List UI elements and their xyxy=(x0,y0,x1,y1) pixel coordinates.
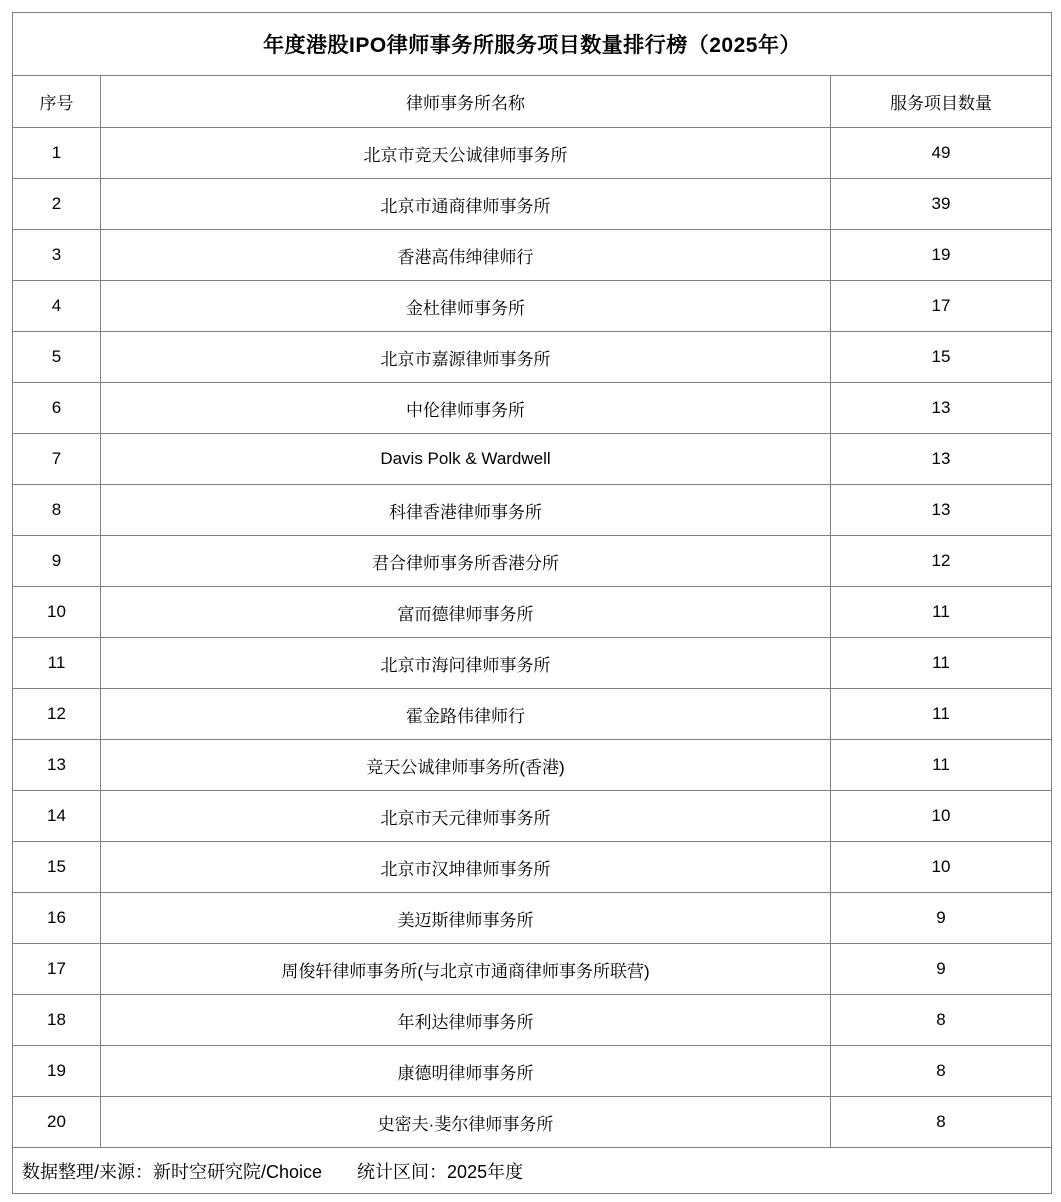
project-count-cell: 17 xyxy=(831,281,1052,332)
rank-cell: 14 xyxy=(13,791,101,842)
table-row xyxy=(13,995,1052,1046)
project-count-cell: 11 xyxy=(831,740,1052,791)
table-row xyxy=(13,1097,1052,1148)
firm-name-cell: 君合律师事务所香港分所 xyxy=(101,536,831,587)
project-count-cell: 9 xyxy=(831,893,1052,944)
ranking-table xyxy=(12,12,1052,1194)
firm-name-cell: 金杜律师事务所 xyxy=(101,281,831,332)
rank-cell: 20 xyxy=(13,1097,101,1148)
table-row xyxy=(13,740,1052,791)
firm-name-cell: 年利达律师事务所 xyxy=(101,995,831,1046)
firm-name-cell: 北京市竞天公诚律师事务所 xyxy=(101,128,831,179)
firm-name-cell: 美迈斯律师事务所 xyxy=(101,893,831,944)
firm-name-cell: 霍金路伟律师行 xyxy=(101,689,831,740)
project-count-cell: 11 xyxy=(831,587,1052,638)
project-count-cell: 11 xyxy=(831,689,1052,740)
rank-cell: 10 xyxy=(13,587,101,638)
project-count-cell: 10 xyxy=(831,842,1052,893)
firm-name-cell: 香港高伟绅律师行 xyxy=(101,230,831,281)
footer-row xyxy=(13,1148,1052,1194)
table-row xyxy=(13,179,1052,230)
project-count-cell: 13 xyxy=(831,383,1052,434)
column-header-firm-name: 律师事务所名称 xyxy=(101,76,831,128)
project-count-cell: 39 xyxy=(831,179,1052,230)
firm-name-cell: 北京市通商律师事务所 xyxy=(101,179,831,230)
rank-cell: 7 xyxy=(13,434,101,485)
table-row xyxy=(13,536,1052,587)
project-count-cell: 13 xyxy=(831,485,1052,536)
firm-name-cell: 史密夫·斐尔律师事务所 xyxy=(101,1097,831,1148)
firm-name-cell: 康德明律师事务所 xyxy=(101,1046,831,1097)
data-source-note: 数据整理/来源：新时空研究院/Choice xyxy=(22,1161,323,1182)
table-row xyxy=(13,128,1052,179)
firm-name-cell: 周俊轩律师事务所(与北京市通商律师事务所联营) xyxy=(101,944,831,995)
firm-name-cell: 竞天公诚律师事务所(香港) xyxy=(101,740,831,791)
table-row xyxy=(13,485,1052,536)
rank-cell: 17 xyxy=(13,944,101,995)
firm-name-cell: Davis Polk & Wardwell xyxy=(101,434,831,485)
project-count-cell: 8 xyxy=(831,1097,1052,1148)
table-row xyxy=(13,383,1052,434)
rank-cell: 11 xyxy=(13,638,101,689)
project-count-cell: 49 xyxy=(831,128,1052,179)
project-count-cell: 13 xyxy=(831,434,1052,485)
table-row xyxy=(13,944,1052,995)
rank-cell: 15 xyxy=(13,842,101,893)
rank-cell: 4 xyxy=(13,281,101,332)
project-count-cell: 8 xyxy=(831,995,1052,1046)
firm-name-cell: 北京市汉坤律师事务所 xyxy=(101,842,831,893)
rank-cell: 3 xyxy=(13,230,101,281)
project-count-cell: 11 xyxy=(831,638,1052,689)
rank-cell: 8 xyxy=(13,485,101,536)
firm-name-cell: 北京市天元律师事务所 xyxy=(101,791,831,842)
firm-name-cell: 北京市海问律师事务所 xyxy=(101,638,831,689)
project-count-cell: 10 xyxy=(831,791,1052,842)
table-row xyxy=(13,791,1052,842)
column-header-project-count: 服务项目数量 xyxy=(831,76,1052,128)
project-count-cell: 19 xyxy=(831,230,1052,281)
project-count-cell: 12 xyxy=(831,536,1052,587)
title-row xyxy=(13,13,1052,76)
rank-cell: 2 xyxy=(13,179,101,230)
rank-cell: 9 xyxy=(13,536,101,587)
table-row xyxy=(13,332,1052,383)
table-row xyxy=(13,638,1052,689)
rank-cell: 18 xyxy=(13,995,101,1046)
table-row xyxy=(13,281,1052,332)
table-row xyxy=(13,689,1052,740)
table-row xyxy=(13,587,1052,638)
rank-cell: 5 xyxy=(13,332,101,383)
project-count-cell: 15 xyxy=(831,332,1052,383)
rank-cell: 12 xyxy=(13,689,101,740)
project-count-cell: 9 xyxy=(831,944,1052,995)
table-row xyxy=(13,842,1052,893)
rank-cell: 19 xyxy=(13,1046,101,1097)
rank-cell: 13 xyxy=(13,740,101,791)
table-footer xyxy=(13,1148,1052,1194)
statistics-period-note: 统计区间：2025年度 xyxy=(357,1161,524,1182)
table-row xyxy=(13,434,1052,485)
firm-name-cell: 中伦律师事务所 xyxy=(101,383,831,434)
column-header-rank: 序号 xyxy=(13,76,101,128)
table-row xyxy=(13,230,1052,281)
rank-cell: 6 xyxy=(13,383,101,434)
firm-name-cell: 富而德律师事务所 xyxy=(101,587,831,638)
firm-name-cell: 科律香港律师事务所 xyxy=(101,485,831,536)
project-count-cell: 8 xyxy=(831,1046,1052,1097)
table-title: 年度港股IPO律师事务所服务项目数量排行榜（2025年） xyxy=(13,13,1052,76)
table-row xyxy=(13,893,1052,944)
rank-cell: 16 xyxy=(13,893,101,944)
table-body xyxy=(13,128,1052,1148)
header-row xyxy=(13,76,1052,128)
rank-cell: 1 xyxy=(13,128,101,179)
firm-name-cell: 北京市嘉源律师事务所 xyxy=(101,332,831,383)
table-row xyxy=(13,1046,1052,1097)
